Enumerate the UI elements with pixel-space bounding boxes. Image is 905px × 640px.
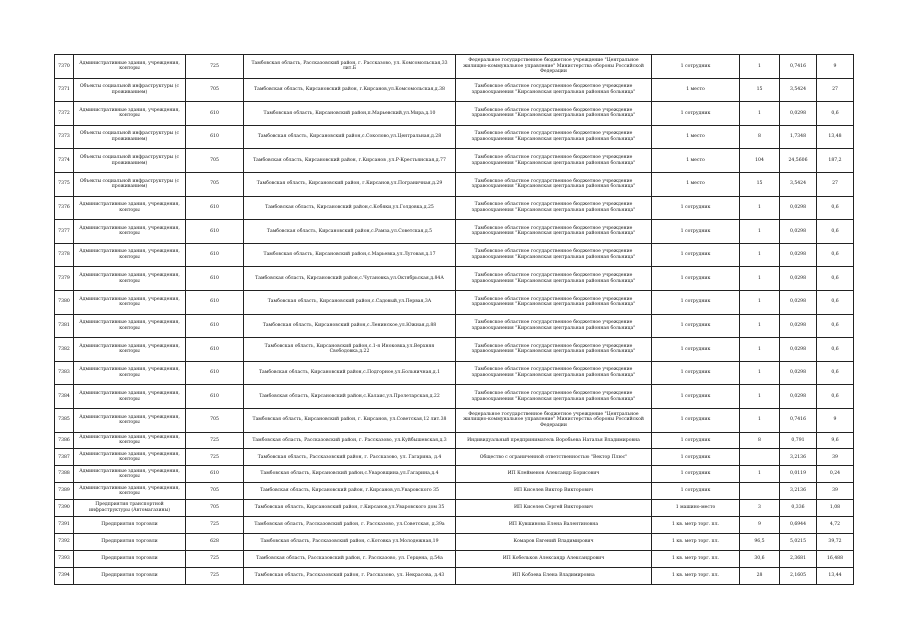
cell-address: Тамбовская область, Кирсановский район,с.1-я Иноковка,ул.Верхняя Свободовка,д.22 bbox=[244, 338, 456, 362]
cell-unit: 1 сотрудник bbox=[652, 243, 740, 267]
cell-object-category: Административные здания, учреждения, конторы bbox=[74, 55, 186, 79]
cell-quantity: 30,6 bbox=[740, 550, 780, 567]
cell-organization: Тамбовское областное государственное бюджетное учреждение здравоохранения "Кирсановская центральная районная больница" bbox=[456, 243, 652, 267]
cell-row-number: 7390 bbox=[55, 500, 74, 517]
cell-quantity: 3 bbox=[740, 500, 780, 517]
cell-row-number: 7378 bbox=[55, 243, 74, 267]
cell-code: 610 bbox=[186, 314, 244, 338]
cell-code: 705 bbox=[186, 172, 244, 196]
cell-total-value: 4,72 bbox=[817, 516, 854, 533]
table-row bbox=[55, 516, 854, 533]
cell-row-number: 7388 bbox=[55, 466, 74, 483]
cell-object-category: Административные здания, учреждения, конторы bbox=[74, 196, 186, 220]
cell-organization: Тамбовское областное государственное бюджетное учреждение здравоохранения "Кирсановская центральная районная больница" bbox=[456, 78, 652, 102]
cell-object-category: Административные здания, учреждения, конторы bbox=[74, 432, 186, 449]
cell-address: Тамбовская область, Кирсановский район,с.Соколово,ул.Центральная,д.28 bbox=[244, 125, 456, 149]
table-row bbox=[55, 314, 854, 338]
cell-code: 705 bbox=[186, 78, 244, 102]
cell-norm-value: 5,0215 bbox=[780, 533, 817, 550]
cell-object-category: Административные здания, учреждения, конторы bbox=[74, 449, 186, 466]
cell-address: Тамбовская область, Кирсановский район, г.Кирсанов,ул.Комсомольская,д.38 bbox=[244, 78, 456, 102]
cell-norm-value: 0,0298 bbox=[780, 385, 817, 409]
cell-address: Тамбовская область, Кирсановский район, г. Кирсанов, ул.Советская,12 лит.38 bbox=[244, 408, 456, 432]
table-row bbox=[55, 78, 854, 102]
cell-object-category: Административные здания, учреждения, конторы bbox=[74, 102, 186, 126]
cell-organization: ИП Кувшинова Елена Валентиновна bbox=[456, 516, 652, 533]
table-row bbox=[55, 483, 854, 500]
cell-organization: ИП Киселев Виктор Викторович bbox=[456, 483, 652, 500]
cell-row-number: 7391 bbox=[55, 516, 74, 533]
cell-unit: 1 сотрудник bbox=[652, 196, 740, 220]
cell-organization: ИП Клейменов Александр Борисович bbox=[456, 466, 652, 483]
cell-total-value: 27 bbox=[817, 172, 854, 196]
cell-address: Тамбовская область, Кирсановский район,с.Чутановка,ул.Октябрьская,д.84А bbox=[244, 267, 456, 291]
cell-object-category: Административные здания, учреждения, конторы bbox=[74, 220, 186, 244]
cell-code: 628 bbox=[186, 533, 244, 550]
cell-object-category: Административные здания, учреждения, конторы bbox=[74, 361, 186, 385]
cell-unit: 1 кв. метр торг. пл. bbox=[652, 516, 740, 533]
table-row bbox=[55, 533, 854, 550]
cell-quantity: 15 bbox=[740, 172, 780, 196]
cell-organization: Тамбовское областное государственное бюджетное учреждение здравоохранения "Кирсановская центральная районная больница" bbox=[456, 338, 652, 362]
cell-address: Тамбовская область, Рассказовский район, г. Рассказово, ул. Герцена, д.54а bbox=[244, 550, 456, 567]
cell-object-category: Административные здания, учреждения, конторы bbox=[74, 243, 186, 267]
cell-quantity: 1 bbox=[740, 408, 780, 432]
cell-object-category: Объекты социальной инфраструктуры (с проживанием) bbox=[74, 172, 186, 196]
cell-organization: Комаров Евгений Владимирович bbox=[456, 533, 652, 550]
table-row bbox=[55, 567, 854, 584]
table-body bbox=[55, 55, 854, 585]
cell-norm-value: 0,0119 bbox=[780, 466, 817, 483]
cell-norm-value: 0,0298 bbox=[780, 243, 817, 267]
cell-total-value: 0,6 bbox=[817, 385, 854, 409]
cell-quantity: 96,5 bbox=[740, 533, 780, 550]
cell-address: Тамбовская область, Кирсановский район,п.Марьевский,ул.Мира,д.10 bbox=[244, 102, 456, 126]
cell-code: 610 bbox=[186, 196, 244, 220]
cell-row-number: 7376 bbox=[55, 196, 74, 220]
cell-norm-value: 0,0298 bbox=[780, 196, 817, 220]
cell-total-value: 1,08 bbox=[817, 500, 854, 517]
cell-object-category: Предприятия торговли bbox=[74, 516, 186, 533]
cell-code: 610 bbox=[186, 220, 244, 244]
cell-address: Тамбовская область, Кирсановский район,с.Кобяки,ул.Голдовка,д.25 bbox=[244, 196, 456, 220]
cell-unit: 1 сотрудник bbox=[652, 314, 740, 338]
cell-address: Тамбовская область, Кирсановский район,с.Калаис,ул.Пролетарская,д.22 bbox=[244, 385, 456, 409]
cell-row-number: 7370 bbox=[55, 55, 74, 79]
cell-row-number: 7381 bbox=[55, 314, 74, 338]
cell-code: 610 bbox=[186, 361, 244, 385]
cell-address: Тамбовская область, Кирсановский район,с.Ленинское,ул.Южная,д.88 bbox=[244, 314, 456, 338]
cell-code: 725 bbox=[186, 55, 244, 79]
cell-row-number: 7377 bbox=[55, 220, 74, 244]
cell-address: Тамбовская область, Кирсановский район, г.Кирсанов,ул.Пограничная,д.29 bbox=[244, 172, 456, 196]
cell-row-number: 7375 bbox=[55, 172, 74, 196]
cell-unit: 1 место bbox=[652, 78, 740, 102]
cell-unit: 1 кв. метр торг. пл. bbox=[652, 533, 740, 550]
cell-total-value: 13,48 bbox=[817, 125, 854, 149]
cell-organization: Тамбовское областное государственное бюджетное учреждение здравоохранения "Кирсановская центральная районная больница" bbox=[456, 314, 652, 338]
cell-total-value: 0,6 bbox=[817, 361, 854, 385]
cell-norm-value: 2,1605 bbox=[780, 567, 817, 584]
cell-row-number: 7383 bbox=[55, 361, 74, 385]
cell-code: 705 bbox=[186, 500, 244, 517]
cell-unit: 1 сотрудник bbox=[652, 449, 740, 466]
cell-row-number: 7387 bbox=[55, 449, 74, 466]
cell-row-number: 7380 bbox=[55, 290, 74, 314]
cell-total-value: 27 bbox=[817, 78, 854, 102]
cell-total-value: 0,6 bbox=[817, 338, 854, 362]
table-row bbox=[55, 220, 854, 244]
cell-unit: 1 кв. метр торг. пл. bbox=[652, 550, 740, 567]
cell-code: 610 bbox=[186, 243, 244, 267]
cell-quantity: 1 bbox=[740, 314, 780, 338]
cell-address: Тамбовская область, Рассказовский район, г. Рассказово, ул. Некрасова, д.43 bbox=[244, 567, 456, 584]
cell-address: Тамбовская область, Кирсановский район,с.Уваровщина,ул.Гагарина,д.4 bbox=[244, 466, 456, 483]
cell-row-number: 7372 bbox=[55, 102, 74, 126]
table-row bbox=[55, 338, 854, 362]
cell-norm-value: 0,0298 bbox=[780, 338, 817, 362]
cell-organization: Индивидуальный предприниматель Воробьева Наталья Владимировна bbox=[456, 432, 652, 449]
cell-object-category: Предприятия торговли bbox=[74, 550, 186, 567]
cell-total-value: 0,6 bbox=[817, 290, 854, 314]
cell-quantity: 1 bbox=[740, 220, 780, 244]
table-row bbox=[55, 385, 854, 409]
cell-organization: Тамбовское областное государственное бюджетное учреждение здравоохранения "Кирсановская центральная районная больница" bbox=[456, 196, 652, 220]
cell-quantity: 28 bbox=[740, 567, 780, 584]
cell-row-number: 7384 bbox=[55, 385, 74, 409]
cell-organization: Федеральное государственное бюджетное учреждение "Центральное жилищно-коммунальное управление" Министерства обороны Российской Федерации bbox=[456, 55, 652, 79]
cell-quantity: 8 bbox=[740, 125, 780, 149]
cell-code: 610 bbox=[186, 102, 244, 126]
cell-row-number: 7379 bbox=[55, 267, 74, 291]
cell-norm-value: 3,2136 bbox=[780, 449, 817, 466]
cell-organization: Тамбовское областное государственное бюджетное учреждение здравоохранения "Кирсановская центральная районная больница" bbox=[456, 220, 652, 244]
cell-unit: 1 место bbox=[652, 172, 740, 196]
table-row bbox=[55, 196, 854, 220]
cell-object-category: Объекты социальной инфраструктуры (с проживанием) bbox=[74, 149, 186, 173]
cell-total-value: 0,6 bbox=[817, 102, 854, 126]
cell-unit: 1 сотрудник bbox=[652, 102, 740, 126]
cell-row-number: 7386 bbox=[55, 432, 74, 449]
cell-quantity: 15 bbox=[740, 78, 780, 102]
cell-unit: 1 сотрудник bbox=[652, 385, 740, 409]
cell-norm-value: 0,6944 bbox=[780, 516, 817, 533]
table-row bbox=[55, 102, 854, 126]
cell-address: Тамбовская область, Рассказовский район, г. Рассказово, ул. Гагарина, д.4 bbox=[244, 449, 456, 466]
cell-unit: 1 сотрудник bbox=[652, 408, 740, 432]
cell-code: 725 bbox=[186, 516, 244, 533]
cell-total-value: 0,6 bbox=[817, 314, 854, 338]
cell-total-value: 0,24 bbox=[817, 466, 854, 483]
cell-address: Тамбовская область, Кирсановский район,с.Садовый,ул.Первая,3А bbox=[244, 290, 456, 314]
cell-code: 610 bbox=[186, 125, 244, 149]
table-row bbox=[55, 466, 854, 483]
cell-total-value: 9 bbox=[817, 408, 854, 432]
cell-norm-value: 0,0298 bbox=[780, 267, 817, 291]
cell-unit: 1 место bbox=[652, 125, 740, 149]
cell-object-category: Предприятия транспортной инфраструктуры (Автомагазины) bbox=[74, 500, 186, 517]
cell-total-value: 0,6 bbox=[817, 196, 854, 220]
cell-object-category: Предприятия торговли bbox=[74, 567, 186, 584]
cell-unit: 1 кв. метр торг. пл. bbox=[652, 567, 740, 584]
cell-row-number: 7389 bbox=[55, 483, 74, 500]
cell-norm-value: 2,3681 bbox=[780, 550, 817, 567]
cell-total-value: 9,6 bbox=[817, 432, 854, 449]
cell-code: 610 bbox=[186, 267, 244, 291]
cell-address: Тамбовская область, Кирсановский район, г.Кирсанов,ул.Уваровского дом 35 bbox=[244, 500, 456, 517]
cell-unit: 1 сотрудник bbox=[652, 466, 740, 483]
cell-unit: 1 сотрудник bbox=[652, 55, 740, 79]
table-row bbox=[55, 125, 854, 149]
cell-object-category: Административные здания, учреждения, конторы bbox=[74, 483, 186, 500]
table-row bbox=[55, 449, 854, 466]
cell-quantity: 1 bbox=[740, 267, 780, 291]
table-row bbox=[55, 432, 854, 449]
cell-total-value: 0,6 bbox=[817, 267, 854, 291]
cell-code: 725 bbox=[186, 567, 244, 584]
cell-address: Тамбовская область, Рассказовский район, г. Рассказово, ул. Комсомольская,33 лит.Б bbox=[244, 55, 456, 79]
cell-norm-value: 0,336 bbox=[780, 500, 817, 517]
cell-quantity: 1 bbox=[740, 290, 780, 314]
cell-norm-value: 0,0298 bbox=[780, 314, 817, 338]
cell-row-number: 7371 bbox=[55, 78, 74, 102]
cell-unit: 1 сотрудник bbox=[652, 338, 740, 362]
cell-quantity bbox=[740, 483, 780, 500]
cell-norm-value: 0,0298 bbox=[780, 102, 817, 126]
cell-unit: 1 сотрудник bbox=[652, 220, 740, 244]
cell-code: 705 bbox=[186, 149, 244, 173]
cell-address: Тамбовская область, Кирсановский район,с.Рамза,ул.Советская,д.5 bbox=[244, 220, 456, 244]
cell-organization: Тамбовское областное государственное бюджетное учреждение здравоохранения "Кирсановская центральная районная больница" bbox=[456, 361, 652, 385]
cell-address: Тамбовская область, Рассказовский район, с.Котовка ул.Молодежная,19 bbox=[244, 533, 456, 550]
table-row bbox=[55, 243, 854, 267]
cell-code: 705 bbox=[186, 408, 244, 432]
cell-total-value: 0,6 bbox=[817, 220, 854, 244]
cell-code: 610 bbox=[186, 338, 244, 362]
cell-organization: Тамбовское областное государственное бюджетное учреждение здравоохранения "Кирсановская центральная районная больница" bbox=[456, 385, 652, 409]
cell-row-number: 7374 bbox=[55, 149, 74, 173]
cell-organization: ИП Кобельков Александр Александрович bbox=[456, 550, 652, 567]
table-row bbox=[55, 550, 854, 567]
cell-unit: 1 машино-место bbox=[652, 500, 740, 517]
cell-norm-value: 3,2136 bbox=[780, 483, 817, 500]
cell-unit: 1 сотрудник bbox=[652, 267, 740, 291]
table-row bbox=[55, 267, 854, 291]
cell-unit: 1 сотрудник bbox=[652, 432, 740, 449]
cell-total-value: 187,2 bbox=[817, 149, 854, 173]
cell-quantity bbox=[740, 449, 780, 466]
cell-quantity: 1 bbox=[740, 243, 780, 267]
cell-total-value: 9 bbox=[817, 55, 854, 79]
cell-norm-value: 0,0298 bbox=[780, 290, 817, 314]
cell-object-category: Предприятия торговли bbox=[74, 533, 186, 550]
cell-norm-value: 0,7416 bbox=[780, 55, 817, 79]
cell-object-category: Административные здания, учреждения, конторы bbox=[74, 290, 186, 314]
table-row bbox=[55, 500, 854, 517]
table-row bbox=[55, 408, 854, 432]
cell-quantity: 1 bbox=[740, 55, 780, 79]
cell-code: 705 bbox=[186, 483, 244, 500]
data-table bbox=[54, 54, 854, 585]
cell-object-category: Административные здания, учреждения, конторы bbox=[74, 267, 186, 291]
cell-address: Тамбовская область, Кирсановский район, г.Кирсанов ,ул.Р-Крестьянская,д.77 bbox=[244, 149, 456, 173]
cell-total-value: 39 bbox=[817, 483, 854, 500]
cell-row-number: 7373 bbox=[55, 125, 74, 149]
cell-object-category: Объекты социальной инфраструктуры (с проживанием) bbox=[74, 78, 186, 102]
cell-row-number: 7385 bbox=[55, 408, 74, 432]
cell-row-number: 7392 bbox=[55, 533, 74, 550]
cell-quantity: 104 bbox=[740, 149, 780, 173]
cell-norm-value: 1,7348 bbox=[780, 125, 817, 149]
cell-unit: 1 место bbox=[652, 149, 740, 173]
cell-object-category: Административные здания, учреждения, конторы bbox=[74, 408, 186, 432]
table-row bbox=[55, 55, 854, 79]
cell-organization: Тамбовское областное государственное бюджетное учреждение здравоохранения "Кирсановская центральная районная больница" bbox=[456, 172, 652, 196]
cell-organization: Тамбовское областное государственное бюджетное учреждение здравоохранения "Кирсановская центральная районная больница" bbox=[456, 290, 652, 314]
cell-total-value: 16,488 bbox=[817, 550, 854, 567]
cell-quantity: 1 bbox=[740, 102, 780, 126]
cell-code: 610 bbox=[186, 466, 244, 483]
cell-row-number: 7394 bbox=[55, 567, 74, 584]
cell-code: 610 bbox=[186, 290, 244, 314]
cell-total-value: 13,44 bbox=[817, 567, 854, 584]
cell-organization: Тамбовское областное государственное бюджетное учреждение здравоохранения "Кирсановская центральная районная больница" bbox=[456, 102, 652, 126]
cell-unit: 1 сотрудник bbox=[652, 290, 740, 314]
cell-total-value: 39 bbox=[817, 449, 854, 466]
cell-row-number: 7382 bbox=[55, 338, 74, 362]
table-row bbox=[55, 149, 854, 173]
table-row bbox=[55, 361, 854, 385]
cell-address: Тамбовская область, Кирсановский район, г.Кирсанов,ул.Уваровского 35 bbox=[244, 483, 456, 500]
cell-norm-value: 0,0298 bbox=[780, 220, 817, 244]
cell-quantity: 1 bbox=[740, 196, 780, 220]
cell-object-category: Административные здания, учреждения, конторы bbox=[74, 314, 186, 338]
cell-organization: Тамбовское областное государственное бюджетное учреждение здравоохранения "Кирсановская центральная районная больница" bbox=[456, 267, 652, 291]
cell-unit: 1 сотрудник bbox=[652, 483, 740, 500]
cell-organization: Тамбовское областное государственное бюджетное учреждение здравоохранения "Кирсановская центральная районная больница" bbox=[456, 125, 652, 149]
cell-quantity: 1 bbox=[740, 466, 780, 483]
cell-organization: Федеральное государственное бюджетное учреждение "Центральное жилищно-коммунальное управление" Министерства обороны Российской Федерации bbox=[456, 408, 652, 432]
cell-norm-value: 3,5424 bbox=[780, 78, 817, 102]
cell-norm-value: 0,7416 bbox=[780, 408, 817, 432]
cell-total-value: 39,72 bbox=[817, 533, 854, 550]
cell-address: Тамбовская область, Кирсановский район,с.Марьевка,ул.Луговая,д.17 bbox=[244, 243, 456, 267]
document-page bbox=[54, 54, 853, 585]
cell-address: Тамбовская область, Кирсановский район,с.Подгорное,ул.Больничная,д.1 bbox=[244, 361, 456, 385]
cell-object-category: Административные здания, учреждения, конторы bbox=[74, 385, 186, 409]
cell-quantity: 8 bbox=[740, 432, 780, 449]
cell-object-category: Административные здания, учреждения, конторы bbox=[74, 466, 186, 483]
cell-quantity: 1 bbox=[740, 385, 780, 409]
table-row bbox=[55, 290, 854, 314]
cell-organization: ИП Киселев Сергей Викторович bbox=[456, 500, 652, 517]
cell-quantity: 1 bbox=[740, 361, 780, 385]
cell-quantity: 1 bbox=[740, 338, 780, 362]
cell-row-number: 7393 bbox=[55, 550, 74, 567]
cell-total-value: 0,6 bbox=[817, 243, 854, 267]
cell-code: 725 bbox=[186, 432, 244, 449]
cell-organization: Тамбовское областное государственное бюджетное учреждение здравоохранения "Кирсановская центральная районная больница" bbox=[456, 149, 652, 173]
cell-object-category: Административные здания, учреждения, конторы bbox=[74, 338, 186, 362]
cell-norm-value: 24,5606 bbox=[780, 149, 817, 173]
table-row bbox=[55, 172, 854, 196]
cell-organization: ИП Кобзева Елена Владимировна bbox=[456, 567, 652, 584]
cell-code: 725 bbox=[186, 449, 244, 466]
cell-object-category: Объекты социальной инфраструктуры (с проживанием) bbox=[74, 125, 186, 149]
cell-norm-value: 0,791 bbox=[780, 432, 817, 449]
cell-code: 725 bbox=[186, 550, 244, 567]
cell-norm-value: 0,0298 bbox=[780, 361, 817, 385]
cell-quantity: 9 bbox=[740, 516, 780, 533]
cell-organization: Общество с ограниченной ответственностью "Вектор Плюс" bbox=[456, 449, 652, 466]
cell-code: 610 bbox=[186, 385, 244, 409]
cell-address: Тамбовская область, Рассказовский район, г. Рассказово, ул.Советская, д.39а bbox=[244, 516, 456, 533]
cell-unit: 1 сотрудник bbox=[652, 361, 740, 385]
cell-address: Тамбовская область, Рассказовский район, г. Рассказово, ул.Куйбышевская,д.3 bbox=[244, 432, 456, 449]
cell-norm-value: 3,5424 bbox=[780, 172, 817, 196]
